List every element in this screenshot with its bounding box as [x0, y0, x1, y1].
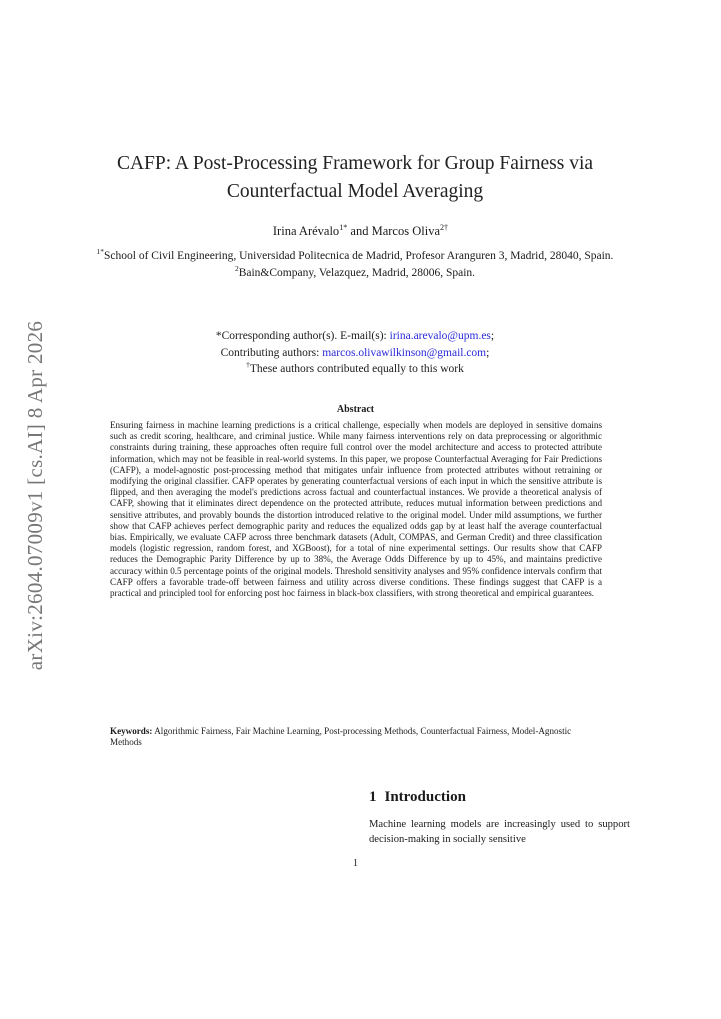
equal-contribution-text: These authors contributed equally to this work: [249, 363, 464, 375]
affiliations: [80, 248, 630, 282]
paper-title: CAFP: A Post-Processing Framework for Group Fairness via Counterfactual Model Averaging: [116, 153, 594, 202]
affiliation-1-text: School of Civil Engineering, Universidad Politecnica de Madrid, Profesor Aranguren 3, Madrid, 28040, Spain.: [104, 250, 614, 262]
abstract-body: Ensuring fairness in machine learning predictions is a critical challenge, especially when models are deployed in sensitive domains such as credit scoring, healthcare, and criminal justice. While many fairness interventions rely on data preprocessing or algorithmic constraints during training, these approaches often require full control over the model architecture and access to protected attribute information, which may not be feasible in real-world systems. In this paper, we propose Counterfactual Averaging for Fair Predictions (CAFP), a model-agnostic post-processing method that mitigates unfair influence from protected attributes without retraining or modifying the original classifier. CAFP operates by generating counterfactual versions of each input in which the sensitive attribute is flipped, and then averaging the model's predictions across factual and counterfactual instances. We provide a theoretical analysis of CAFP, showing that it eliminates direct dependence on the protected attribute, reduces mutual information between predictions and sensitive attributes, and provably bounds the distortion introduced relative to the original model. Under mild assumptions, we further show that CAFP achieves perfect demographic parity and reduces the equalized odds gap by at least half the average counterfactual bias. Empirically, we evaluate CAFP across three benchmark datasets (Adult, COMPAS, and German Credit) and three classification models (logistic regression, random forest, and XGBoost), for a total of nine experimental settings. Our results show that CAFP reduces the Demographic Parity Difference by up to 38%, the Average Odds Difference by up to 45%, and maintains predictive accuracy within 0.5 percentage points of the original models. Threshold sensitivity analyses and 95% confidence intervals confirm that CAFP offers a favorable trade-off between fairness and utility across diverse conditions. These findings suggest that CAFP is a practical and principled tool for enforcing post hoc fairness in black-box classifiers, with strong theoretical and empirical guarantees.: [110, 420, 602, 599]
section-number: 1: [369, 789, 377, 805]
author-2-mark: 2†: [440, 222, 449, 232]
affiliation-1-mark: 1*: [96, 247, 105, 257]
author-2-name: Marcos Oliva: [371, 224, 440, 238]
affiliation-1: [80, 248, 630, 265]
introduction-paragraph: Machine learning models are increasingly used to support decision-making in socially sensitive: [369, 819, 630, 845]
keywords-block: [110, 726, 602, 748]
corresponding-label: *Corresponding author(s). E-mail(s):: [215, 330, 387, 342]
equal-contribution-note: [80, 361, 630, 378]
arxiv-sidebar-stamp: [22, 305, 50, 685]
corresponding-email-link[interactable]: irina.arevalo@upm.es: [389, 330, 491, 342]
contributing-label: Contributing authors:: [220, 346, 320, 359]
corresponding-author-line: [80, 328, 630, 345]
keywords-text: Algorithmic Fairness, Fair Machine Learning, Post-processing Methods, Counterfactual Fairness, Model-Agnostic Methods: [110, 726, 572, 748]
arxiv-identifier: arXiv:2604.07009v1 [cs.AI] 8 Apr 2026: [23, 320, 48, 670]
keywords-label: Keywords:: [110, 726, 153, 736]
corresponding-separator: ;: [490, 330, 495, 342]
contributing-authors-line: [80, 345, 630, 362]
contributing-email-link[interactable]: marcos.olivawilkinson@gmail.com: [322, 346, 487, 359]
abstract-heading: Abstract: [336, 404, 375, 415]
affiliation-2-text: Bain&Company, Velazquez, Madrid, 28006, Spain.: [238, 267, 476, 279]
section-heading-introduction: [369, 789, 466, 806]
contributing-separator: ;: [486, 346, 490, 359]
author-1-name: Irina Arévalo: [272, 224, 340, 238]
equal-contribution-mark: †: [246, 360, 250, 370]
affiliation-2-mark: 2: [234, 264, 239, 274]
page-number: 1: [353, 858, 358, 869]
author-1-mark: 1*: [339, 222, 348, 232]
authors-conjunction: and: [350, 224, 369, 238]
author-line: [0, 224, 721, 239]
affiliation-2: [80, 265, 630, 282]
section-title: Introduction: [384, 789, 466, 805]
contact-block: [80, 328, 630, 378]
